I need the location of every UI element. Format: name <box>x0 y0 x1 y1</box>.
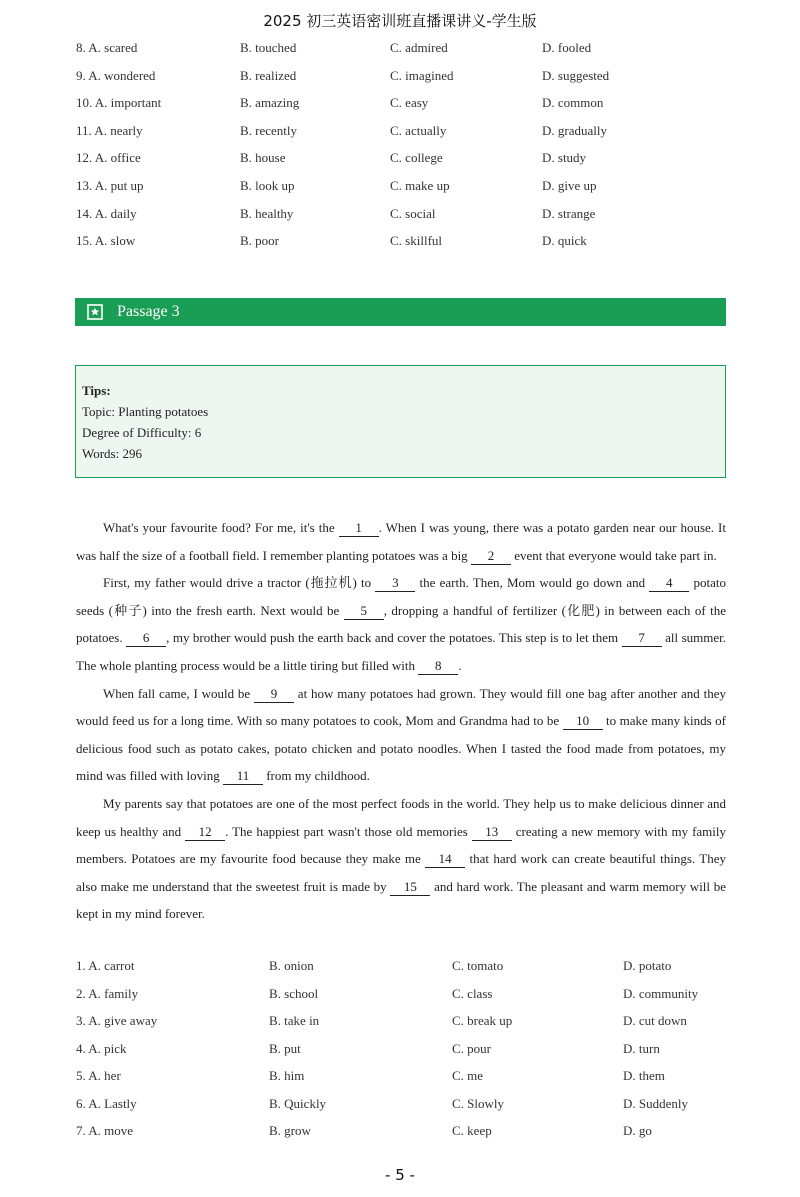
passage-text-segment: all summer. The whole planting process would be a little tiring but filled with <box>76 630 726 673</box>
option-c: C. imagined <box>390 67 454 83</box>
option-d: D. suggested <box>542 67 610 83</box>
option-c: C. college <box>390 150 443 166</box>
option-b: B. put <box>269 1040 301 1056</box>
option-b: B. grow <box>269 1123 311 1138</box>
question-row <box>0 1096 800 1116</box>
option-b: B. Quickly <box>269 1095 327 1111</box>
option-d: D. study <box>542 150 587 166</box>
option-d: D. them <box>623 1068 665 1083</box>
option-d: D. community <box>623 985 699 1001</box>
blank-3: 3 <box>375 575 415 592</box>
blank-13: 13 <box>472 824 512 841</box>
question-row <box>0 1013 800 1033</box>
option-a: 1. A. carrot <box>76 958 135 973</box>
passage-text-segment: from my childhood. <box>262 768 370 784</box>
option-c: C. pour <box>452 1040 491 1056</box>
option-b: B. touched <box>240 40 297 55</box>
option-d: D. give up <box>542 178 597 193</box>
option-c: C. keep <box>452 1123 492 1138</box>
passage-text-segment: creating a new memory with my family members. Potatoes are my favourite food because they make me <box>76 823 727 867</box>
bookmark-icon <box>87 304 103 320</box>
passage-text-segment: When fall came, I would be <box>103 685 254 701</box>
option-b: B. realized <box>240 67 297 83</box>
paragraph-1 <box>76 514 726 569</box>
option-a: 11. A. nearly <box>76 122 143 138</box>
option-d: D. fooled <box>542 40 592 55</box>
option-c: C. break up <box>452 1013 513 1028</box>
page-header: 2025 初三英语密训班直播课讲义-学生版 <box>263 12 537 30</box>
question-row <box>0 986 800 1006</box>
question-row <box>0 150 800 170</box>
passage-banner <box>75 298 726 326</box>
option-a: 14. A. daily <box>76 205 137 221</box>
passage-text-segment: . <box>458 657 462 673</box>
option-b: B. house <box>240 150 286 166</box>
passage-title: Passage 3 <box>117 303 180 320</box>
option-b: B. onion <box>269 958 314 973</box>
blank-12: 12 <box>185 824 225 841</box>
option-c: C. skillful <box>390 233 443 249</box>
question-row <box>0 1068 800 1088</box>
option-b: B. him <box>269 1068 305 1083</box>
option-b: B. recently <box>240 122 298 138</box>
option-d: D. potato <box>623 958 672 973</box>
option-b: B. look up <box>240 178 295 193</box>
blank-1: 1 <box>339 520 379 537</box>
paragraph-4 <box>76 790 726 928</box>
option-c: C. actually <box>390 122 447 138</box>
option-c: C. make up <box>390 178 450 193</box>
option-c: C. tomato <box>452 958 504 973</box>
question-row <box>0 206 800 226</box>
option-a: 7. A. move <box>76 1123 134 1138</box>
option-a: 2. A. family <box>76 985 139 1001</box>
question-row <box>0 40 800 60</box>
question-row <box>0 233 800 253</box>
blank-4: 4 <box>649 575 689 592</box>
passage-text-segment: What's your favourite food? For me, it's the <box>103 520 339 535</box>
question-row <box>0 95 800 115</box>
option-c: C. Slowly <box>452 1095 505 1111</box>
option-d: D. strange <box>542 205 596 221</box>
blank-6: 6 <box>126 630 166 647</box>
blank-10: 10 <box>563 713 603 730</box>
blank-15: 15 <box>390 879 430 896</box>
passage-text-segment: event that everyone would take part in. <box>510 547 717 563</box>
passage-text-segment: at how many potatoes had grown. They would fill one bag after another and they would feed us for a long time. With so many potatoes to cook, Mom and Grandma had to be <box>76 685 726 729</box>
question-row <box>0 958 800 978</box>
passage-text-segment: potato seeds (种子) into the fresh earth. Next would be <box>76 575 726 618</box>
page-number: - 5 - <box>385 1166 415 1184</box>
passage-text-segment: , my brother would push the earth back and cover the potatoes. This step is to let them <box>166 630 622 646</box>
paragraph-3 <box>76 680 726 790</box>
tips-box <box>75 365 726 478</box>
option-b: B. school <box>269 985 319 1001</box>
option-a: 9. A. wondered <box>76 67 156 83</box>
option-d: D. turn <box>623 1040 660 1056</box>
blank-8: 8 <box>418 658 458 675</box>
paragraph-2 <box>76 569 726 679</box>
option-a: 15. A. slow <box>76 233 136 249</box>
option-d: D. Suddenly <box>623 1095 688 1111</box>
blank-7: 7 <box>622 630 662 647</box>
passage-text-segment: and hard work. The pleasant and warm memory will be kept in my mind forever. <box>76 878 726 922</box>
blank-2: 2 <box>471 548 511 565</box>
tips-words: Words: 296 <box>82 446 142 461</box>
option-a: 4. A. pick <box>76 1040 127 1056</box>
blank-5: 5 <box>344 603 384 620</box>
option-a: 12. A. office <box>76 150 141 166</box>
passage-text-segment: . When I was young, there was a potato garden near our house. It was half the size of a football field. I remember planting potatoes was a big <box>76 520 727 563</box>
option-c: C. class <box>452 985 493 1001</box>
option-b: B. poor <box>240 233 279 249</box>
passage-text-segment: My parents say that potatoes are one of the most perfect foods in the world. They help us to make delicious dinner and keep us healthy and <box>76 795 726 839</box>
option-a: 13. A. put up <box>76 178 144 193</box>
tips-heading: Tips: <box>82 383 111 398</box>
option-d: D. gradually <box>542 122 607 138</box>
blank-14: 14 <box>425 851 465 868</box>
option-d: D. common <box>542 95 604 111</box>
tips-difficulty: Degree of Difficulty: 6 <box>82 425 202 440</box>
option-b: B. take in <box>269 1013 320 1028</box>
blank-11: 11 <box>223 768 263 785</box>
option-a: 8. A. scared <box>76 40 138 55</box>
option-a: 10. A. important <box>76 95 162 111</box>
option-c: C. me <box>452 1068 484 1083</box>
option-b: B. healthy <box>240 205 294 221</box>
passage-text <box>76 514 726 928</box>
option-d: D. quick <box>542 233 587 249</box>
option-a: 6. A. Lastly <box>76 1095 137 1111</box>
option-d: D. cut down <box>623 1013 687 1028</box>
question-row <box>0 1041 800 1061</box>
passage-text-segment: , dropping a handful of fertilizer (化肥) in between each of the potatoes. <box>76 602 726 646</box>
option-c: C. admired <box>390 40 448 55</box>
passage-text-segment: . The happiest part wasn't those old memories <box>225 823 472 839</box>
option-c: C. easy <box>390 95 429 111</box>
option-d: D. go <box>623 1123 652 1138</box>
question-row <box>0 123 800 143</box>
tips-topic: Topic: Planting potatoes <box>82 404 209 419</box>
question-row <box>0 178 800 198</box>
passage-text-segment: to make many kinds of delicious food such as potato cakes, potato chicken and potato noodles. When I tasted the food made from potatoes, my mind was filled with loving <box>76 713 726 784</box>
option-c: C. social <box>390 205 436 221</box>
passage-text-segment: the earth. Then, Mom would go down and <box>415 575 650 591</box>
option-b: B. amazing <box>240 95 300 111</box>
passage-text-segment: that hard work can create beautiful things. They also make me understand that the sweetest fruit is made by <box>76 851 726 894</box>
passage-text-segment: First, my father would drive a tractor (拖拉机) to <box>103 575 376 591</box>
option-a: 5. A. her <box>76 1068 121 1083</box>
question-row <box>0 68 800 88</box>
question-row <box>0 1123 800 1143</box>
option-a: 3. A. give away <box>76 1013 158 1028</box>
blank-9: 9 <box>254 686 294 703</box>
